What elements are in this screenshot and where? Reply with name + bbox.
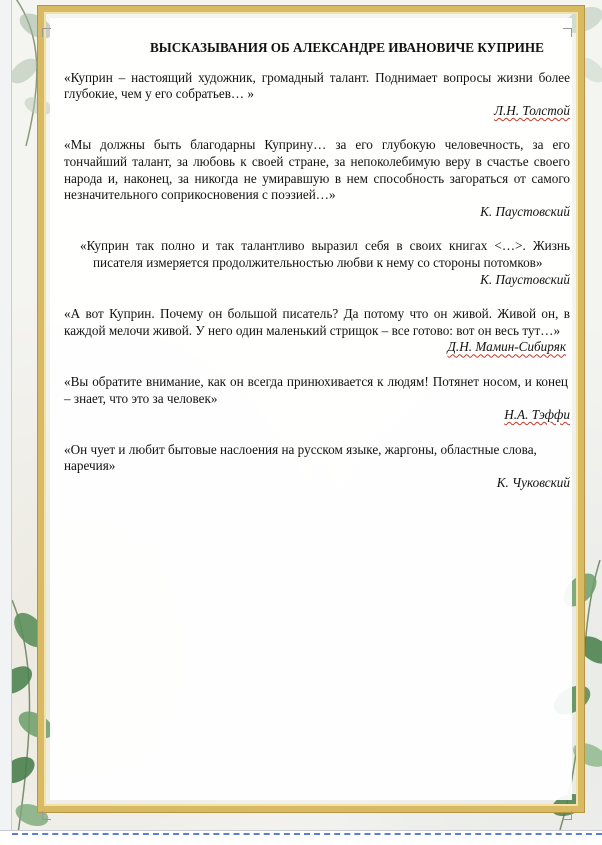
quote-author: К. Чуковский	[496, 474, 570, 490]
quote-block	[64, 374, 570, 424]
quote-author-name: Д.Н. Мамин-Сибиряк	[447, 339, 566, 355]
ruler-gutter	[0, 0, 12, 844]
quote-block	[64, 238, 570, 288]
document-title: ВЫСКАЗЫВАНИЯ ОБ АЛЕКСАНДРЕ ИВАНОВИЧЕ КУПРИНЕ	[150, 40, 544, 55]
quote-author	[64, 103, 570, 120]
page-break-line	[12, 833, 602, 835]
quote-block	[64, 137, 570, 220]
quote-block	[64, 442, 570, 492]
margin-corner-top-right	[563, 28, 572, 37]
quote-block	[64, 70, 570, 120]
quote-text: «Куприн так полно и так талантливо выразил себя в своих книгах <…>. Жизнь писателя измеряется продолжительностью любви к нему со стороны потомков»	[80, 238, 570, 270]
margin-corner-bottom-left	[42, 811, 51, 820]
document-body[interactable]	[64, 40, 570, 509]
margin-corner-bottom-right	[563, 811, 572, 820]
quote-block	[64, 306, 570, 356]
quote-text: «Куприн – настоящий художник, громадный талант. Поднимает вопросы жизни более глубокие, чем у его собратьев… »	[64, 69, 570, 102]
quote-author: К. Паустовский	[480, 203, 570, 219]
quote-author	[64, 407, 570, 424]
quote-text: «Он чует и любит бытовые наслоения на русском языке, жаргоны, областные слова, наречия»	[64, 441, 537, 474]
quote-author: К. Паустовский	[480, 271, 570, 287]
quote-author-name: Н.А. Тэффи	[504, 407, 570, 423]
margin-corner-top-left	[42, 28, 51, 37]
quote-author-name: Л.Н. Толстой	[494, 102, 570, 118]
document-page[interactable]	[12, 0, 602, 830]
quote-text: «Мы должны быть благодарны Куприну… за его глубокую человечность, за его тончайший талант, за любовь к своей стране, за непоколебимую веру в счастье своего народа и, наконец, за никогда не умиравшую в нем способность загораться от самого незначительного соприкосновения с поэзией…»	[64, 137, 570, 203]
quote-author	[64, 339, 570, 356]
quote-text: «А вот Куприн. Почему он большой писатель? Да потому что он живой. Живой он, в каждой мелочи живой. У него один маленький стрищок – все готово: вот он весь тут…»	[64, 306, 570, 338]
quote-text: «Вы обратите внимание, как он всегда принюхивается к людям! Потянет носом, и конец – знает, что это за человек»	[64, 373, 568, 406]
